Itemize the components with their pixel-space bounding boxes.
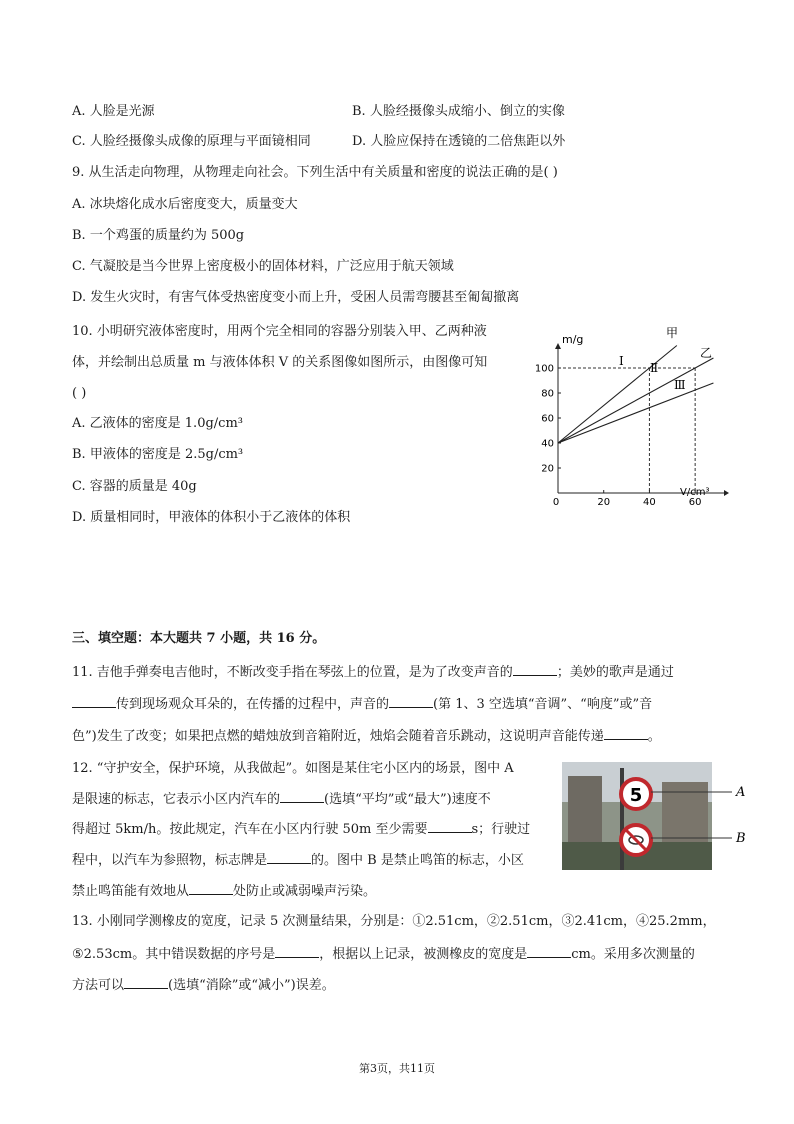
answer-blank[interactable]	[513, 663, 557, 676]
q9-option-d: D. 发生火灾时，有害气体受热密度变小而上升，受困人员需弯腰甚至匍匐撤离	[72, 290, 520, 305]
q12-text: (选填“平均”或“最大”)速度不	[324, 792, 491, 807]
q12-line2	[72, 790, 491, 809]
answer-blank[interactable]	[275, 945, 319, 958]
q12-text: 是限速的标志，它表示小区内汽车的	[72, 792, 281, 807]
q12-text: 处防止或减弱噪声污染。	[233, 884, 377, 899]
chart-x-axis-label: V/cm³	[680, 487, 710, 498]
q12-line5	[72, 882, 376, 901]
annotation-2: Ⅱ	[650, 361, 659, 375]
q13-text: cm。采用多次测量的	[571, 947, 695, 962]
q11-text: 。	[647, 729, 661, 744]
series-line-yi	[558, 358, 713, 443]
y-tick-label: 80	[541, 388, 554, 400]
answer-blank[interactable]	[267, 851, 311, 864]
x-tick-label: 20	[597, 497, 611, 505]
answer-blank[interactable]	[124, 976, 168, 989]
q13-line1: 13. 小刚同学测橡皮的宽度，记录 5 次测量结果，分别是：①2.51cm，②2.51cm，③2.41cm，④25.2mm，	[72, 914, 716, 929]
q13-text: 方法可以	[72, 978, 125, 993]
x-tick-label: 0	[552, 497, 560, 505]
q9-stem: 9. 从生活走向物理，从物理走向社会。下列生活中有关质量和密度的说法正确的是( )	[72, 165, 558, 180]
q12-text: 得超过 5km/h。按此规定，汽车在小区内行驶 50m 至少需要	[72, 822, 428, 837]
page-footer: 第3页，共11页	[359, 1062, 435, 1075]
q11-line2	[72, 695, 652, 714]
q11-text: 11. 吉他手弹奏电吉他时，不断改变手指在琴弦上的位置，是为了改变声音的	[72, 665, 513, 680]
q8-option-c: C. 人脸经摄像头成像的原理与平面镜相同	[72, 134, 311, 149]
series-label-yi: 乙	[700, 346, 713, 360]
q12-line1: 12. “守护安全，保护环境，从我做起”。如图是某住宅小区内的场景，图中 A	[72, 761, 514, 776]
y-tick-label: 100	[534, 363, 554, 375]
label-b: B	[736, 831, 746, 846]
series-line-jia	[558, 346, 677, 444]
q11-line1	[72, 663, 674, 682]
q12-line4	[72, 851, 524, 870]
q13-line3	[72, 976, 335, 995]
q13-text: ⑤2.53cm。其中错误数据的序号是	[72, 947, 276, 962]
x-tick-label: 40	[643, 497, 656, 505]
answer-blank[interactable]	[527, 945, 571, 958]
q12-text: 禁止鸣笛能有效地从	[72, 884, 190, 899]
answer-blank[interactable]	[189, 882, 233, 895]
q10-option-d: D. 质量相同时，甲液体的体积小于乙液体的体积	[72, 510, 351, 525]
q8-option-d: D. 人脸应保持在透镜的二倍焦距以外	[352, 134, 566, 149]
q10-stem-line3: ( )	[72, 386, 87, 401]
series-label-jia: 甲	[666, 326, 679, 340]
y-tick-label: 20	[541, 463, 554, 475]
answer-blank[interactable]	[428, 820, 472, 833]
annotation-3: Ⅲ	[674, 378, 686, 392]
y-axis-arrow-icon	[555, 343, 561, 349]
q12-text: 程中，以汽车为参照物，标志牌是	[72, 853, 268, 868]
q12-text: s；行驶过	[471, 822, 531, 837]
q13-text: ，根据以上记录，被测橡皮的宽度是	[319, 947, 528, 962]
speed-limit-number: 5	[629, 785, 643, 806]
mass-volume-chart	[530, 325, 730, 505]
q11-text: 色”)发生了改变；如果把点燃的蜡烛放到音箱附近，烛焰会随着音乐跳动，这说明声音能传递	[72, 729, 604, 744]
answer-blank[interactable]	[389, 695, 433, 708]
q9-option-b: B. 一个鸡蛋的质量约为 500g	[72, 228, 245, 243]
q8-option-b: B. 人脸经摄像头成缩小、倒立的实像	[352, 104, 565, 119]
q10-option-a: A. 乙液体的密度是 1.0g/cm³	[72, 416, 243, 431]
q12-text: 的。图中 B 是禁止鸣笛的标志，小区	[311, 853, 524, 868]
q10-stem-line2: 体，并绘制出总质量 m 与液体体积 V 的关系图像如图所示，由图像可知	[72, 355, 488, 370]
label-a: A	[736, 785, 746, 800]
x-axis-arrow-icon	[724, 490, 729, 496]
x-tick-label: 60	[688, 497, 702, 505]
residential-signs-photo	[562, 762, 752, 870]
answer-blank[interactable]	[280, 790, 324, 803]
q9-option-a: A. 冰块熔化成水后密度变大，质量变大	[72, 197, 298, 212]
answer-blank[interactable]	[72, 695, 116, 708]
q8-option-a: A. 人脸是光源	[72, 104, 155, 119]
q11-text: (第 1、3 空选填“音调”、“响度”或”音	[433, 697, 653, 712]
annotation-1: Ⅰ	[619, 354, 624, 368]
answer-blank[interactable]	[604, 727, 648, 740]
series-line-iii	[558, 383, 713, 443]
q11-text: ；美妙的歌声是通过	[556, 665, 674, 680]
section-3-title: 三、填空题：本大题共 7 小题，共 16 分。	[72, 631, 326, 646]
q12-line3	[72, 820, 530, 839]
q10-stem-line1: 10. 小明研究液体密度时，用两个完全相同的容器分别装入甲、乙两种液	[72, 324, 487, 339]
q10-option-c: C. 容器的质量是 40g	[72, 479, 197, 494]
q13-line2	[72, 945, 695, 964]
q9-option-c: C. 气凝胶是当今世界上密度极小的固体材料，广泛应用于航天领域	[72, 259, 454, 274]
q11-line3	[72, 727, 661, 746]
y-tick-label: 60	[541, 413, 554, 425]
q10-option-b: B. 甲液体的密度是 2.5g/cm³	[72, 447, 244, 462]
chart-y-axis-label: m/g	[562, 333, 584, 346]
y-tick-label: 40	[541, 438, 554, 450]
q11-text: 传到现场观众耳朵的，在传播的过程中，声音的	[116, 697, 390, 712]
q13-text: (选填“消除”或“减小”)误差。	[168, 978, 335, 993]
